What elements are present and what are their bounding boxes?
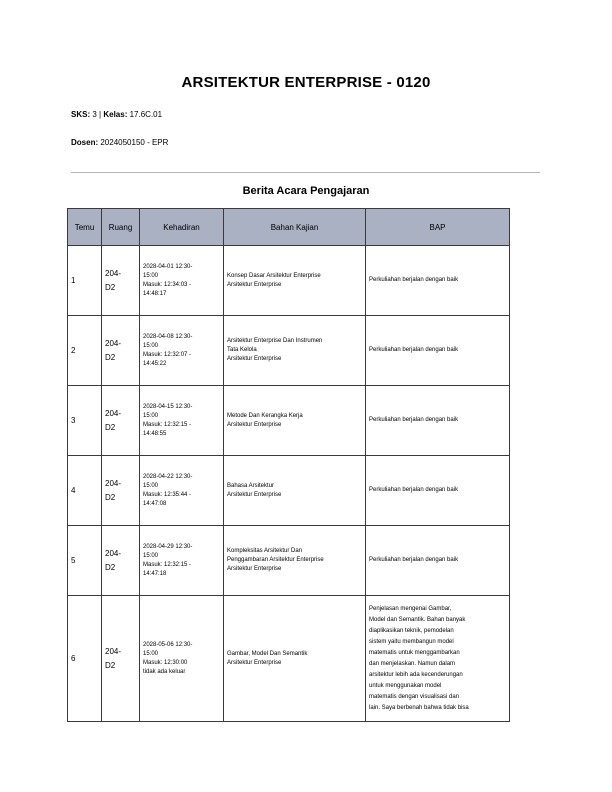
header-ruang: Ruang — [102, 209, 140, 246]
cell-kehadiran: 2028-04-01 12:30- 15:00 Masuk: 12:34:03 - 14:48:17 — [140, 246, 224, 316]
cell-bahan-kajian: Kompleksitas Arsitektur Dan Penggambaran Arsitektur Enterprise Arsitektur Enterprise — [224, 526, 366, 596]
cell-ruang: 204- D2 — [102, 386, 140, 456]
cell-temu: 6 — [68, 596, 102, 722]
table-row — [68, 596, 510, 722]
cell-temu: 1 — [68, 246, 102, 316]
table-header-row — [68, 209, 510, 246]
header-bahan-kajian: Bahan Kajian — [224, 209, 366, 246]
cell-ruang: 204- D2 — [102, 526, 140, 596]
cell-temu: 3 — [68, 386, 102, 456]
sks-label: SKS: — [71, 110, 91, 119]
cell-bap: Perkuliahan berjalan dengan baik — [366, 316, 510, 386]
cell-bap: Perkuliahan berjalan dengan baik — [366, 456, 510, 526]
cell-ruang: 204- D2 — [102, 316, 140, 386]
table-row — [68, 526, 510, 596]
kelas-value: 17.6C.01 — [129, 110, 163, 119]
dosen-label: Dosen: — [71, 138, 99, 147]
cell-bap: Perkuliahan berjalan dengan baik — [366, 386, 510, 456]
lecturer-info-line — [71, 138, 168, 147]
cell-temu: 4 — [68, 456, 102, 526]
cell-bap: Perkuliahan berjalan dengan baik — [366, 526, 510, 596]
header-temu: Temu — [68, 209, 102, 246]
sks-value: 3 — [92, 110, 97, 119]
cell-kehadiran: 2028-04-15 12:30- 15:00 Masuk: 12:32:15 - 14:48:55 — [140, 386, 224, 456]
cell-ruang: 204- D2 — [102, 456, 140, 526]
cell-ruang: 204- D2 — [102, 246, 140, 316]
cell-kehadiran: 2028-04-29 12:30- 15:00 Masuk: 12:32:15 - 14:47:18 — [140, 526, 224, 596]
kelas-label: Kelas: — [103, 110, 128, 119]
table-row — [68, 316, 510, 386]
bap-table — [67, 208, 510, 722]
cell-kehadiran: 2028-05-06 12:30- 15:00 Masuk: 12:30:00 tidak ada keluar — [140, 596, 224, 722]
separator: | — [99, 110, 102, 119]
header-kehadiran: Kehadiran — [140, 209, 224, 246]
cell-bahan-kajian: Gambar, Model Dan Semantik Arsitektur Enterprise — [224, 596, 366, 722]
header-bap: BAP — [366, 209, 510, 246]
cell-bap: Perkuliahan berjalan dengan baik — [366, 246, 510, 316]
cell-kehadiran: 2028-04-22 12:30- 15:00 Masuk: 12:35:44 - 14:47:08 — [140, 456, 224, 526]
cell-temu: 5 — [68, 526, 102, 596]
cell-bahan-kajian: Bahasa Arsitektur Arsitektur Enterprise — [224, 456, 366, 526]
cell-ruang: 204- D2 — [102, 596, 140, 722]
table-row — [68, 246, 510, 316]
cell-bahan-kajian: Konsep Dasar Arsitektur Enterprise Arsitektur Enterprise — [224, 246, 366, 316]
dosen-value: 2024050150 - EPR — [100, 138, 169, 147]
table-row — [68, 386, 510, 456]
course-info-line — [71, 110, 162, 119]
cell-bap: Penjelasan mengenai Gambar, Model dan Semantik. Bahan banyak diaplikasikan teknik, pemodelan sistem yaitu membangun model matematis untuk menggambarkan dan menjelaskan. Namun dalam arsitektur lebih ada kecenderungan untuk menggunakan model matematis dengan visualisasi dan lain. Saya berbenah bahwa tidak bisa — [366, 596, 510, 722]
table-row — [68, 456, 510, 526]
section-title: Berita Acara Pengajaran — [242, 185, 370, 197]
cell-bahan-kajian: Arsitektur Enterprise Dan Instrumen Tata Kelola Arsitektur Enterprise — [224, 316, 366, 386]
cell-kehadiran: 2028-04-08 12:30- 15:00 Masuk: 12:32:07 - 14:45:22 — [140, 316, 224, 386]
cell-temu: 2 — [68, 316, 102, 386]
cell-bahan-kajian: Metode Dan Kerangka Kerja Arsitektur Enterprise — [224, 386, 366, 456]
horizontal-divider — [71, 172, 540, 173]
document-title: ARSITEKTUR ENTERPRISE - 0120 — [181, 74, 431, 91]
